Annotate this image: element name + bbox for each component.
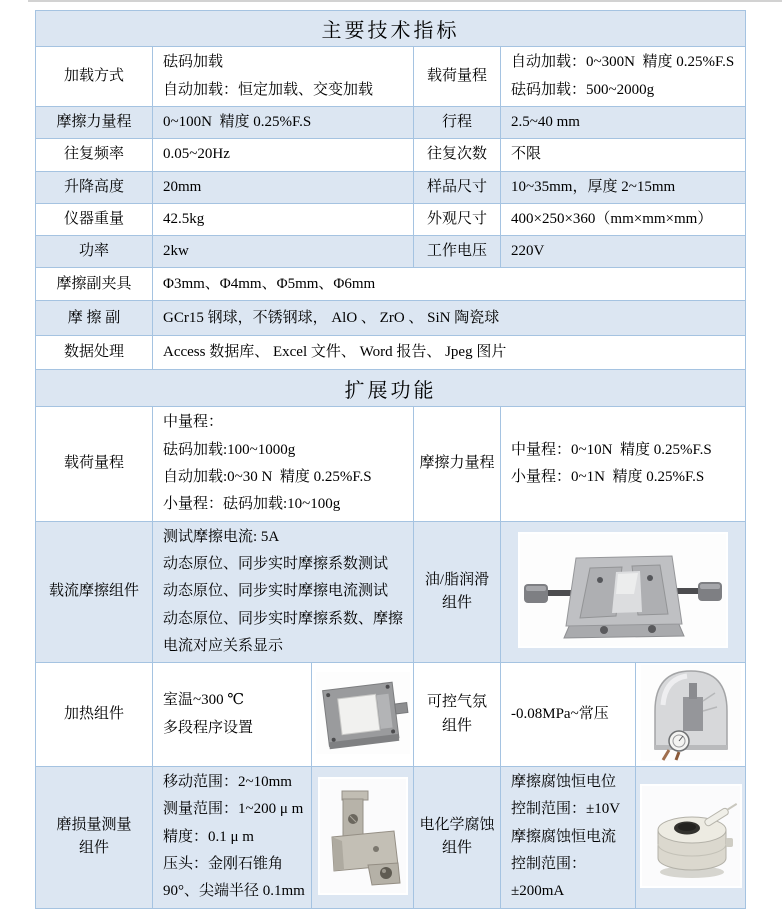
row-load-range-ext [36,407,746,521]
row-friction-pair [36,301,746,336]
label-load-range-ext: 载荷量程 [36,407,153,521]
label-oil-grease-lubrication: 油/脂润滑 组件 [414,521,501,662]
row-power [36,236,746,268]
label-current-carrying-friction: 载流摩擦组件 [36,521,153,662]
label-friction-force-range: 摩擦力量程 [36,107,153,139]
value-loading-mode: 砝码加载 自动加载：恒定加载、交变加载 [153,47,414,107]
value-data-processing: Access 数据库、 Excel 文件、 Word 报告、 Jpeg 图片 [153,336,746,370]
label-heating: 加热组件 [36,663,153,767]
value-wear-measurement: 移动范围：2~10mm 测量范围：1~200 μ m 精度：0.1 μ m 压头：金刚石锥角 90°、尖端半径 0.1mm [153,767,312,908]
cell-wear-photo [312,767,414,908]
value-stroke: 2.5~40 mm [501,107,746,139]
cell-electrochem-photo [636,767,746,908]
heating-plate-photo [314,670,412,756]
row-heating [36,663,746,767]
label-friction-pair: 摩 擦 副 [36,301,153,336]
label-instrument-weight: 仪器重量 [36,203,153,235]
label-controlled-atmosphere: 可控气氛 组件 [414,663,501,767]
page-top-edge [28,0,782,2]
row-instrument-weight [36,203,746,235]
label-load-range: 载荷量程 [414,47,501,107]
wear-measurement-sensor-photo [318,777,408,895]
oil-grease-lubrication-fixture-photo [518,532,728,648]
electrochemical-corrosion-cell-photo [640,784,742,888]
row-loading-mode [36,47,746,107]
value-heating: 室温~300 ℃ 多段程序设置 [153,663,312,767]
value-friction-pair-fixture: Φ3mm、Φ4mm、Φ5mm、Φ6mm [153,268,746,301]
section1-header-row [36,11,746,47]
row-lift-height [36,171,746,203]
value-load-range-ext: 中量程： 砝码加载:100~1000g 自动加载:0~30 N 精度 0.25%F.S 小量程：砝码加载:10~100g [153,407,414,521]
value-reciprocating-frequency: 0.05~20Hz [153,139,414,171]
label-lift-height: 升降高度 [36,171,153,203]
row-reciprocating-frequency [36,139,746,171]
spec-table [35,10,746,909]
controlled-atmosphere-dome-photo [639,663,743,763]
label-power: 功率 [36,236,153,268]
label-working-voltage: 工作电压 [414,236,501,268]
value-controlled-atmosphere: -0.08MPa~常压 [501,663,636,767]
row-data-processing [36,336,746,370]
value-friction-force-range: 0~100N 精度 0.25%F.S [153,107,414,139]
label-reciprocating-times: 往复次数 [414,139,501,171]
row-wear-measurement [36,767,746,908]
label-loading-mode: 加载方式 [36,47,153,107]
value-dimensions: 400×250×360（mm×mm×mm） [501,203,746,235]
label-electrochemical-corrosion: 电化学腐蚀 组件 [414,767,501,908]
label-stroke: 行程 [414,107,501,139]
value-current-carrying-friction: 测试摩擦电流: 5A 动态原位、同步实时摩擦系数测试 动态原位、同步实时摩擦电流测试 动态原位、同步实时摩擦系数、摩擦电流对应关系显示 [153,521,414,662]
label-friction-pair-fixture: 摩擦副夹具 [36,268,153,301]
section2-header-row [36,370,746,407]
value-load-range: 自动加载：0~300N 精度 0.25%F.S 砝码加载：500~2000g [501,47,746,107]
value-sample-size: 10~35mm，厚度 2~15mm [501,171,746,203]
row-friction-pair-fixture [36,268,746,301]
value-lift-height: 20mm [153,171,414,203]
label-reciprocating-frequency: 往复频率 [36,139,153,171]
section2-title: 扩展功能 [36,370,746,407]
value-friction-pair: GCr15 钢球，不锈钢球， AlO 、 ZrO 、 SiN 陶瓷球 [153,301,746,336]
label-wear-measurement: 磨损量测量 组件 [36,767,153,908]
value-friction-force-range-ext: 中量程：0~10N 精度 0.25%F.S 小量程：0~1N 精度 0.25%F.S [501,407,746,521]
section1-title: 主要技术指标 [36,11,746,47]
cell-heater-photo [312,663,414,767]
value-power: 2kw [153,236,414,268]
label-dimensions: 外观尺寸 [414,203,501,235]
value-electrochemical-corrosion: 摩擦腐蚀恒电位控制范围：±10V 摩擦腐蚀恒电流控制范围：±200mA [501,767,636,908]
label-friction-force-range-ext: 摩擦力量程 [414,407,501,521]
value-working-voltage: 220V [501,236,746,268]
cell-oil-grease-photo [501,521,746,662]
label-sample-size: 样品尺寸 [414,171,501,203]
row-current-carrying-friction [36,521,746,662]
value-reciprocating-times: 不限 [501,139,746,171]
cell-atmosphere-photo [636,663,746,767]
label-data-processing: 数据处理 [36,336,153,370]
value-instrument-weight: 42.5kg [153,203,414,235]
row-friction-force-range [36,107,746,139]
